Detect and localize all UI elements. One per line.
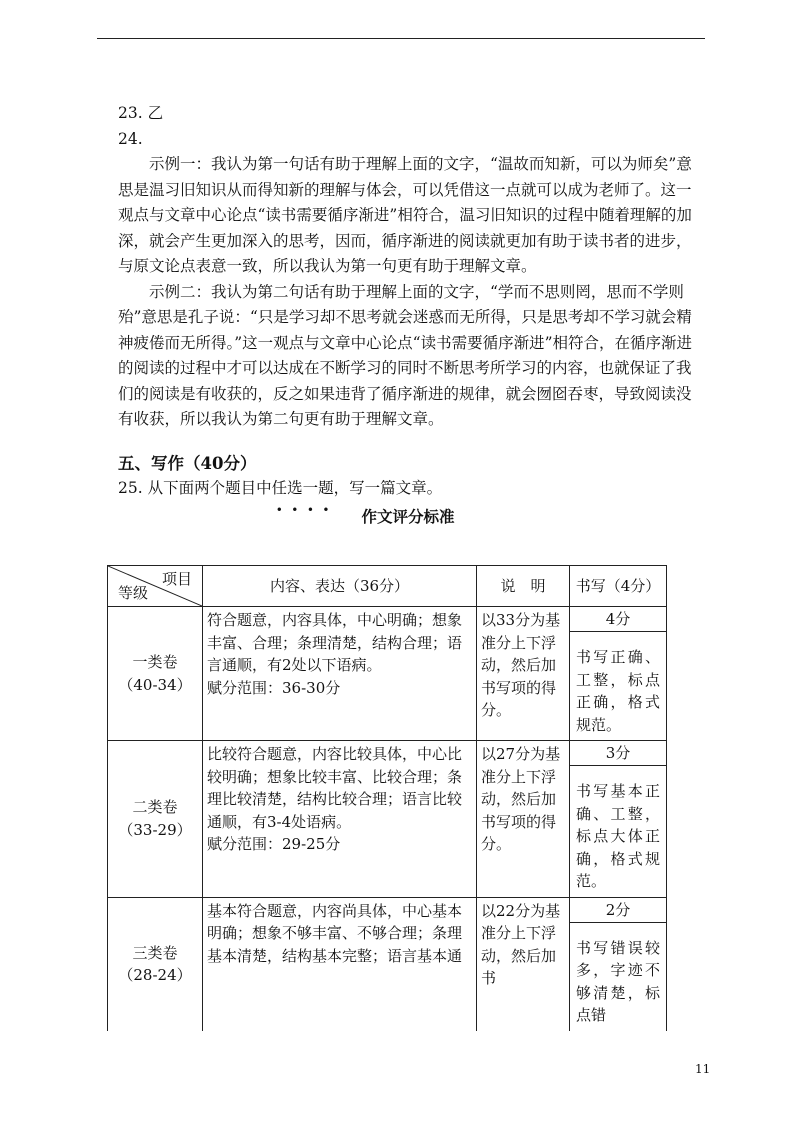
- grade-range: （33-29）: [118, 820, 192, 839]
- grade-range: （28-24）: [118, 966, 192, 984]
- header-content: 内容、表达（36分）: [203, 566, 477, 607]
- content-cell: [203, 741, 477, 898]
- writing-score: 3分: [570, 741, 666, 766]
- writing-criteria: 书写基本正确、工整，标点大体正确，格式规范。: [576, 782, 660, 890]
- header-level-label: 等级: [118, 583, 149, 602]
- grade-name: 二类卷: [132, 798, 178, 817]
- header-writing: 书写（4分）: [570, 566, 667, 607]
- emph-char: 选: [287, 479, 303, 497]
- answer-23: 23. 乙: [118, 104, 164, 122]
- table-row: [108, 607, 667, 741]
- header-rule: [97, 38, 705, 39]
- content-cell: [203, 897, 477, 1031]
- table-header-row: [108, 566, 667, 607]
- example-one: 示例一：我认为第一句话有助于理解上面的文字，“温故而知新，可以为师矣”意思是温习旧知识从而得知新的理解与体会，可以凭借这一点就可以成为老师了。这一观点与文章中心论点“读书需要循序渐进”相符合，温习旧知识的过程中随着理解的加深，就会产生更加深入的思考，因而，循序渐进的阅读就更加有助于读书者的进步，与原文论点表意一致，所以我认为第一句更有助于理解文章。: [118, 155, 692, 275]
- writing-criteria: 书写错误较多，字迹不够清楚，标点错: [576, 938, 660, 1024]
- writing-criteria: 书写正确、工整，标点正确，格式规范。: [576, 648, 660, 734]
- writing-cell: [570, 607, 667, 741]
- example-two: 示例二：我认为第二句话有助于理解上面的文字，“学而不思则罔，思而不学则殆”意思是孔子说：“只是学习却不思考就会迷惑而无所得，只是思考却不学习就会精神疲倦而无所得。”这一观点与文章中心论点“读书需要循序渐进”相符合，在循序渐进的阅读的过程中才可以达成在不断学习的同时不断思考所学习的内容，也就保证了我们的阅读是有收获的，反之如果违背了循序渐进的规律，就会囫囵吞枣，导致阅读没有收获，所以我认为第二句更有助于理解文章。: [118, 282, 693, 428]
- grade-cell: [108, 607, 203, 741]
- answer-24-label: 24.: [118, 129, 143, 148]
- q25-suffix: ，写一篇文章。: [333, 479, 443, 497]
- writing-cell: [570, 897, 667, 1031]
- note-cell: 以22分为基准分上下浮动，然后加书: [477, 897, 570, 1031]
- grade-cell: [108, 741, 203, 898]
- content-text: 基本符合题意，内容尚具体，中心基本明确；想象不够丰富、不够合理；条理基本清楚，结构基本完整；语言基本通: [207, 901, 463, 965]
- q25-emphasis: [272, 476, 334, 502]
- content-text: 比较符合题意，内容比较具体，中心比较明确；想象比较丰富、比较合理；条理比较清楚，结构比较合理；语言比较通顺，有3-4处语病。: [207, 745, 463, 831]
- grade-cell: [108, 897, 203, 1031]
- grading-table: [107, 565, 667, 1031]
- emph-char: 一: [302, 479, 319, 497]
- writing-cell: [570, 741, 667, 898]
- content-text: 符合题意，内容具体，中心明确；想象丰富、合理；条理清楚，结构合理；语言通顺，有2处以下语病。: [207, 611, 463, 674]
- header-item-label: 项目: [161, 570, 192, 588]
- question-25: [118, 476, 698, 502]
- table-row: [108, 897, 667, 1031]
- section-heading-writing: 五、写作（40分）: [118, 453, 257, 473]
- grade-name: 三类卷: [132, 943, 178, 962]
- note-cell: 以33分为基准分上下浮动，然后加书写项的得分。: [477, 607, 570, 741]
- content-cell: [203, 607, 477, 741]
- score-range: 赋分范围：36-30分: [207, 678, 341, 697]
- emph-char: 任: [271, 479, 288, 497]
- page-number: 11: [695, 1062, 711, 1076]
- note-cell: 以27分为基准分上下浮动，然后加书写项的得分。: [477, 741, 570, 898]
- writing-score: 2分: [570, 898, 666, 923]
- diagonal-header-cell: [108, 566, 203, 607]
- table-row: [108, 741, 667, 898]
- grade-range: （40-34）: [118, 675, 192, 694]
- score-range: 赋分范围：29-25分: [207, 835, 341, 853]
- emph-char: 题: [318, 479, 334, 497]
- table-title: 作文评分标准: [361, 506, 455, 526]
- q25-prefix: 25. 从下面两个题目中: [118, 479, 272, 497]
- header-note: 说 明: [477, 566, 570, 607]
- grade-name: 一类卷: [132, 653, 178, 671]
- writing-score: 4分: [570, 607, 666, 632]
- answer-content: [118, 101, 698, 529]
